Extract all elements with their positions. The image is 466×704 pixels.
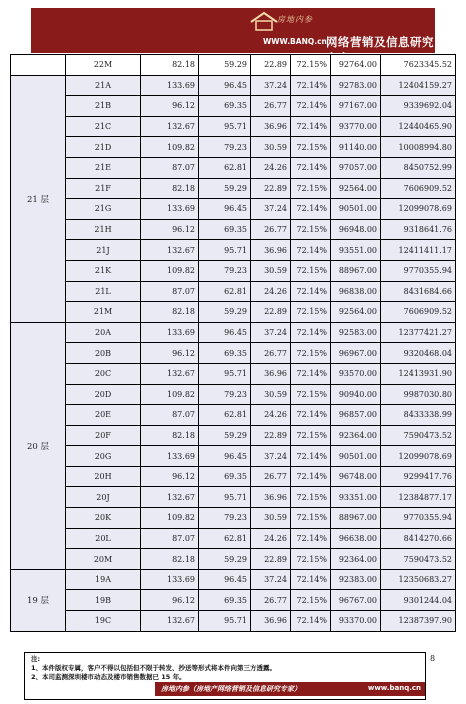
value-cell: 82.18 [141,302,199,323]
note-line-1: 1、本件版权专属，客户不得以包括但不限于转发、抄送等形式将本件向第三方透露。 [31,664,277,672]
value-cell: 12384877.17 [381,487,456,508]
value-cell: 37.24 [251,446,291,467]
value-cell: 12350683.27 [381,569,456,590]
value-cell: 72.15% [291,384,331,405]
floor-label: 21 层 [11,75,66,322]
value-cell: 8414270.66 [381,528,456,549]
value-cell: 93570.00 [331,363,381,384]
value-cell: 72.14% [291,199,331,220]
value-cell: 96967.00 [331,343,381,364]
value-cell: 8433338.99 [381,405,456,426]
value-cell: 96638.00 [331,528,381,549]
value-cell: 59.29 [199,549,251,570]
value-cell: 96.45 [199,199,251,220]
value-cell: 133.69 [141,322,199,343]
unit-cell: 21E [66,157,141,178]
value-cell: 133.69 [141,446,199,467]
value-cell: 72.14% [291,281,331,302]
value-cell: 72.15% [291,425,331,446]
value-cell: 96.45 [199,75,251,96]
unit-cell: 21K [66,260,141,281]
value-cell: 37.24 [251,75,291,96]
value-cell: 90940.00 [331,384,381,405]
value-cell: 24.26 [251,405,291,426]
value-cell: 96748.00 [331,466,381,487]
value-cell: 132.67 [141,116,199,137]
value-cell: 36.96 [251,116,291,137]
value-cell: 30.59 [251,508,291,529]
value-cell: 72.15% [291,178,331,199]
value-cell: 37.24 [251,322,291,343]
value-cell: 95.71 [199,611,251,632]
value-cell: 26.77 [251,219,291,240]
footer-brand-text: 房地内参（房地产网络营销及信息研究专家） [161,684,301,693]
value-cell: 109.82 [141,508,199,529]
unit-cell: 20L [66,528,141,549]
price-table [10,54,455,632]
floor-label: 19 层 [11,569,66,631]
value-cell: 87.07 [141,405,199,426]
value-cell: 37.24 [251,569,291,590]
value-cell: 62.81 [199,405,251,426]
unit-cell: 21A [66,75,141,96]
value-cell: 26.77 [251,96,291,117]
value-cell: 95.71 [199,240,251,261]
value-cell: 9987030.80 [381,384,456,405]
floor-label: 20 层 [11,322,66,569]
table-row [11,487,456,508]
value-cell: 12377421.27 [381,322,456,343]
house-logo-icon [249,10,279,32]
value-cell: 92583.00 [331,322,381,343]
value-cell: 22.89 [251,549,291,570]
value-cell: 93551.00 [331,240,381,261]
value-cell: 72.15% [291,508,331,529]
value-cell: 96.12 [141,590,199,611]
value-cell: 132.67 [141,611,199,632]
unit-cell: 20C [66,363,141,384]
note-line-2: 2、本司监测深圳楼市动态及楼市销售数据已 15 年。 [31,673,186,681]
unit-cell: 19A [66,569,141,590]
value-cell: 8431684.66 [381,281,456,302]
value-cell: 109.82 [141,260,199,281]
value-cell: 62.81 [199,281,251,302]
value-cell: 72.14% [291,322,331,343]
unit-cell: 22M [66,55,141,76]
table-row [11,446,456,467]
value-cell: 96.45 [199,322,251,343]
table-row [11,569,456,590]
value-cell: 88967.00 [331,508,381,529]
table-row [11,55,456,76]
value-cell: 72.15% [291,219,331,240]
value-cell: 88967.00 [331,260,381,281]
unit-cell: 21F [66,178,141,199]
table-row [11,75,456,96]
value-cell: 72.15% [291,549,331,570]
table-row [11,549,456,570]
value-cell: 87.07 [141,157,199,178]
value-cell: 109.82 [141,384,199,405]
unit-cell: 21B [66,96,141,117]
value-cell: 72.15% [291,260,331,281]
value-cell: 92364.00 [331,425,381,446]
value-cell: 12099078.69 [381,199,456,220]
value-cell: 96.12 [141,96,199,117]
value-cell: 7606909.52 [381,302,456,323]
value-cell: 72.15% [291,590,331,611]
table-row [11,611,456,632]
value-cell: 96.45 [199,569,251,590]
value-cell: 92783.00 [331,75,381,96]
value-cell: 132.67 [141,487,199,508]
value-cell: 9339692.04 [381,96,456,117]
value-cell: 22.89 [251,302,291,323]
value-cell: 95.71 [199,363,251,384]
footer-url: www.banq.cn [367,684,421,692]
value-cell: 97057.00 [331,157,381,178]
value-cell: 22.89 [251,425,291,446]
value-cell: 59.29 [199,302,251,323]
value-cell: 37.24 [251,199,291,220]
value-cell: 36.96 [251,611,291,632]
footnote-text [31,655,276,682]
value-cell: 90501.00 [331,446,381,467]
value-cell: 96.12 [141,219,199,240]
value-cell: 96.45 [199,446,251,467]
table-row [11,590,456,611]
value-cell: 82.18 [141,549,199,570]
unit-cell: 20B [66,343,141,364]
table-row [11,425,456,446]
value-cell: 24.26 [251,157,291,178]
value-cell: 9301244.04 [381,590,456,611]
unit-cell: 21D [66,137,141,158]
value-cell: 96838.00 [331,281,381,302]
value-cell: 72.14% [291,466,331,487]
value-cell: 87.07 [141,528,199,549]
footer-brand-bar [155,682,425,696]
value-cell: 72.15% [291,55,331,76]
value-cell: 22.89 [251,178,291,199]
table-row [11,199,456,220]
value-cell: 72.14% [291,363,331,384]
value-cell: 9320468.04 [381,343,456,364]
value-cell: 69.35 [199,466,251,487]
value-cell: 24.26 [251,528,291,549]
unit-cell: 20H [66,466,141,487]
value-cell: 62.81 [199,157,251,178]
unit-cell: 20D [66,384,141,405]
unit-cell: 20E [66,405,141,426]
value-cell: 7606909.52 [381,178,456,199]
unit-cell: 20J [66,487,141,508]
header-url: WWW.BANQ.cn [263,37,327,46]
value-cell: 22.89 [251,55,291,76]
value-cell: 95.71 [199,116,251,137]
table-row [11,96,456,117]
value-cell: 92564.00 [331,302,381,323]
table-row [11,302,456,323]
value-cell: 91140.00 [331,137,381,158]
value-cell: 26.77 [251,343,291,364]
unit-cell: 21M [66,302,141,323]
value-cell: 95.71 [199,487,251,508]
value-cell: 10008994.80 [381,137,456,158]
unit-cell: 21J [66,240,141,261]
value-cell: 132.67 [141,363,199,384]
unit-cell: 21H [66,219,141,240]
value-cell: 96.12 [141,466,199,487]
table-row [11,116,456,137]
value-cell: 72.14% [291,611,331,632]
value-cell: 96767.00 [331,590,381,611]
table-row [11,240,456,261]
floor-label [11,55,66,76]
value-cell: 24.26 [251,281,291,302]
value-cell: 59.29 [199,55,251,76]
table-row [11,363,456,384]
value-cell: 36.96 [251,487,291,508]
value-cell: 72.14% [291,446,331,467]
value-cell: 132.67 [141,240,199,261]
value-cell: 12387397.90 [381,611,456,632]
value-cell: 109.82 [141,137,199,158]
value-cell: 79.23 [199,137,251,158]
value-cell: 26.77 [251,466,291,487]
value-cell: 9770355.94 [381,508,456,529]
value-cell: 62.81 [199,528,251,549]
value-cell: 133.69 [141,569,199,590]
value-cell: 133.69 [141,199,199,220]
value-cell: 9299417.76 [381,466,456,487]
value-cell: 90501.00 [331,199,381,220]
value-cell: 12411411.17 [381,240,456,261]
value-cell: 72.15% [291,137,331,158]
value-cell: 7590473.52 [381,425,456,446]
value-cell: 93351.00 [331,487,381,508]
value-cell: 9318641.76 [381,219,456,240]
value-cell: 96948.00 [331,219,381,240]
table-row [11,281,456,302]
value-cell: 92564.00 [331,178,381,199]
footer-notes [24,652,426,700]
value-cell: 69.35 [199,96,251,117]
value-cell: 59.29 [199,178,251,199]
value-cell: 72.14% [291,569,331,590]
table-row [11,466,456,487]
table-row [11,157,456,178]
value-cell: 8450752.99 [381,157,456,178]
value-cell: 12099078.69 [381,446,456,467]
value-cell: 72.15% [291,343,331,364]
value-cell: 72.14% [291,96,331,117]
value-cell: 96857.00 [331,405,381,426]
value-cell: 12404159.27 [381,75,456,96]
value-cell: 92364.00 [331,549,381,570]
value-cell: 82.18 [141,55,199,76]
value-cell: 69.35 [199,343,251,364]
value-cell: 96.12 [141,343,199,364]
value-cell: 72.15% [291,302,331,323]
value-cell: 72.14% [291,240,331,261]
value-cell: 9770355.94 [381,260,456,281]
unit-cell: 19B [66,590,141,611]
unit-cell: 20M [66,549,141,570]
table-row [11,219,456,240]
value-cell: 69.35 [199,219,251,240]
page-number: 8 [430,654,436,663]
table-row [11,384,456,405]
value-cell: 72.14% [291,75,331,96]
table-row [11,405,456,426]
note-title: 注: [31,655,41,663]
value-cell: 79.23 [199,260,251,281]
value-cell: 97167.00 [331,96,381,117]
unit-cell: 20A [66,322,141,343]
unit-cell: 21C [66,116,141,137]
unit-cell: 20F [66,425,141,446]
value-cell: 72.14% [291,405,331,426]
value-cell: 69.35 [199,590,251,611]
value-cell: 72.14% [291,116,331,137]
table-row [11,137,456,158]
value-cell: 26.77 [251,590,291,611]
table-row [11,178,456,199]
value-cell: 7590473.52 [381,549,456,570]
value-cell: 36.96 [251,363,291,384]
value-cell: 92383.00 [331,569,381,590]
table-row [11,528,456,549]
unit-cell: 19C [66,611,141,632]
value-cell: 72.14% [291,157,331,178]
value-cell: 72.15% [291,487,331,508]
value-cell: 12440465.90 [381,116,456,137]
value-cell: 12413931.90 [381,363,456,384]
unit-cell: 20K [66,508,141,529]
unit-cell: 21L [66,281,141,302]
unit-cell: 20G [66,446,141,467]
unit-cell: 21G [66,199,141,220]
value-cell: 79.23 [199,384,251,405]
value-cell: 87.07 [141,281,199,302]
value-cell: 92764.00 [331,55,381,76]
value-cell: 133.69 [141,75,199,96]
value-cell: 30.59 [251,384,291,405]
value-cell: 36.96 [251,240,291,261]
value-cell: 82.18 [141,425,199,446]
header-org-title: 网络营销及信息研究专家 [326,35,434,65]
value-cell: 30.59 [251,137,291,158]
table-row [11,260,456,281]
value-cell: 59.29 [199,425,251,446]
table-row [11,343,456,364]
value-cell: 30.59 [251,260,291,281]
value-cell: 93770.00 [331,116,381,137]
value-cell: 79.23 [199,508,251,529]
table-row [11,508,456,529]
value-cell: 82.18 [141,178,199,199]
value-cell: 72.14% [291,528,331,549]
table-row [11,322,456,343]
logo-text: 房地内参 [277,15,313,24]
value-cell: 7623345.52 [381,55,456,76]
value-cell: 93370.00 [331,611,381,632]
